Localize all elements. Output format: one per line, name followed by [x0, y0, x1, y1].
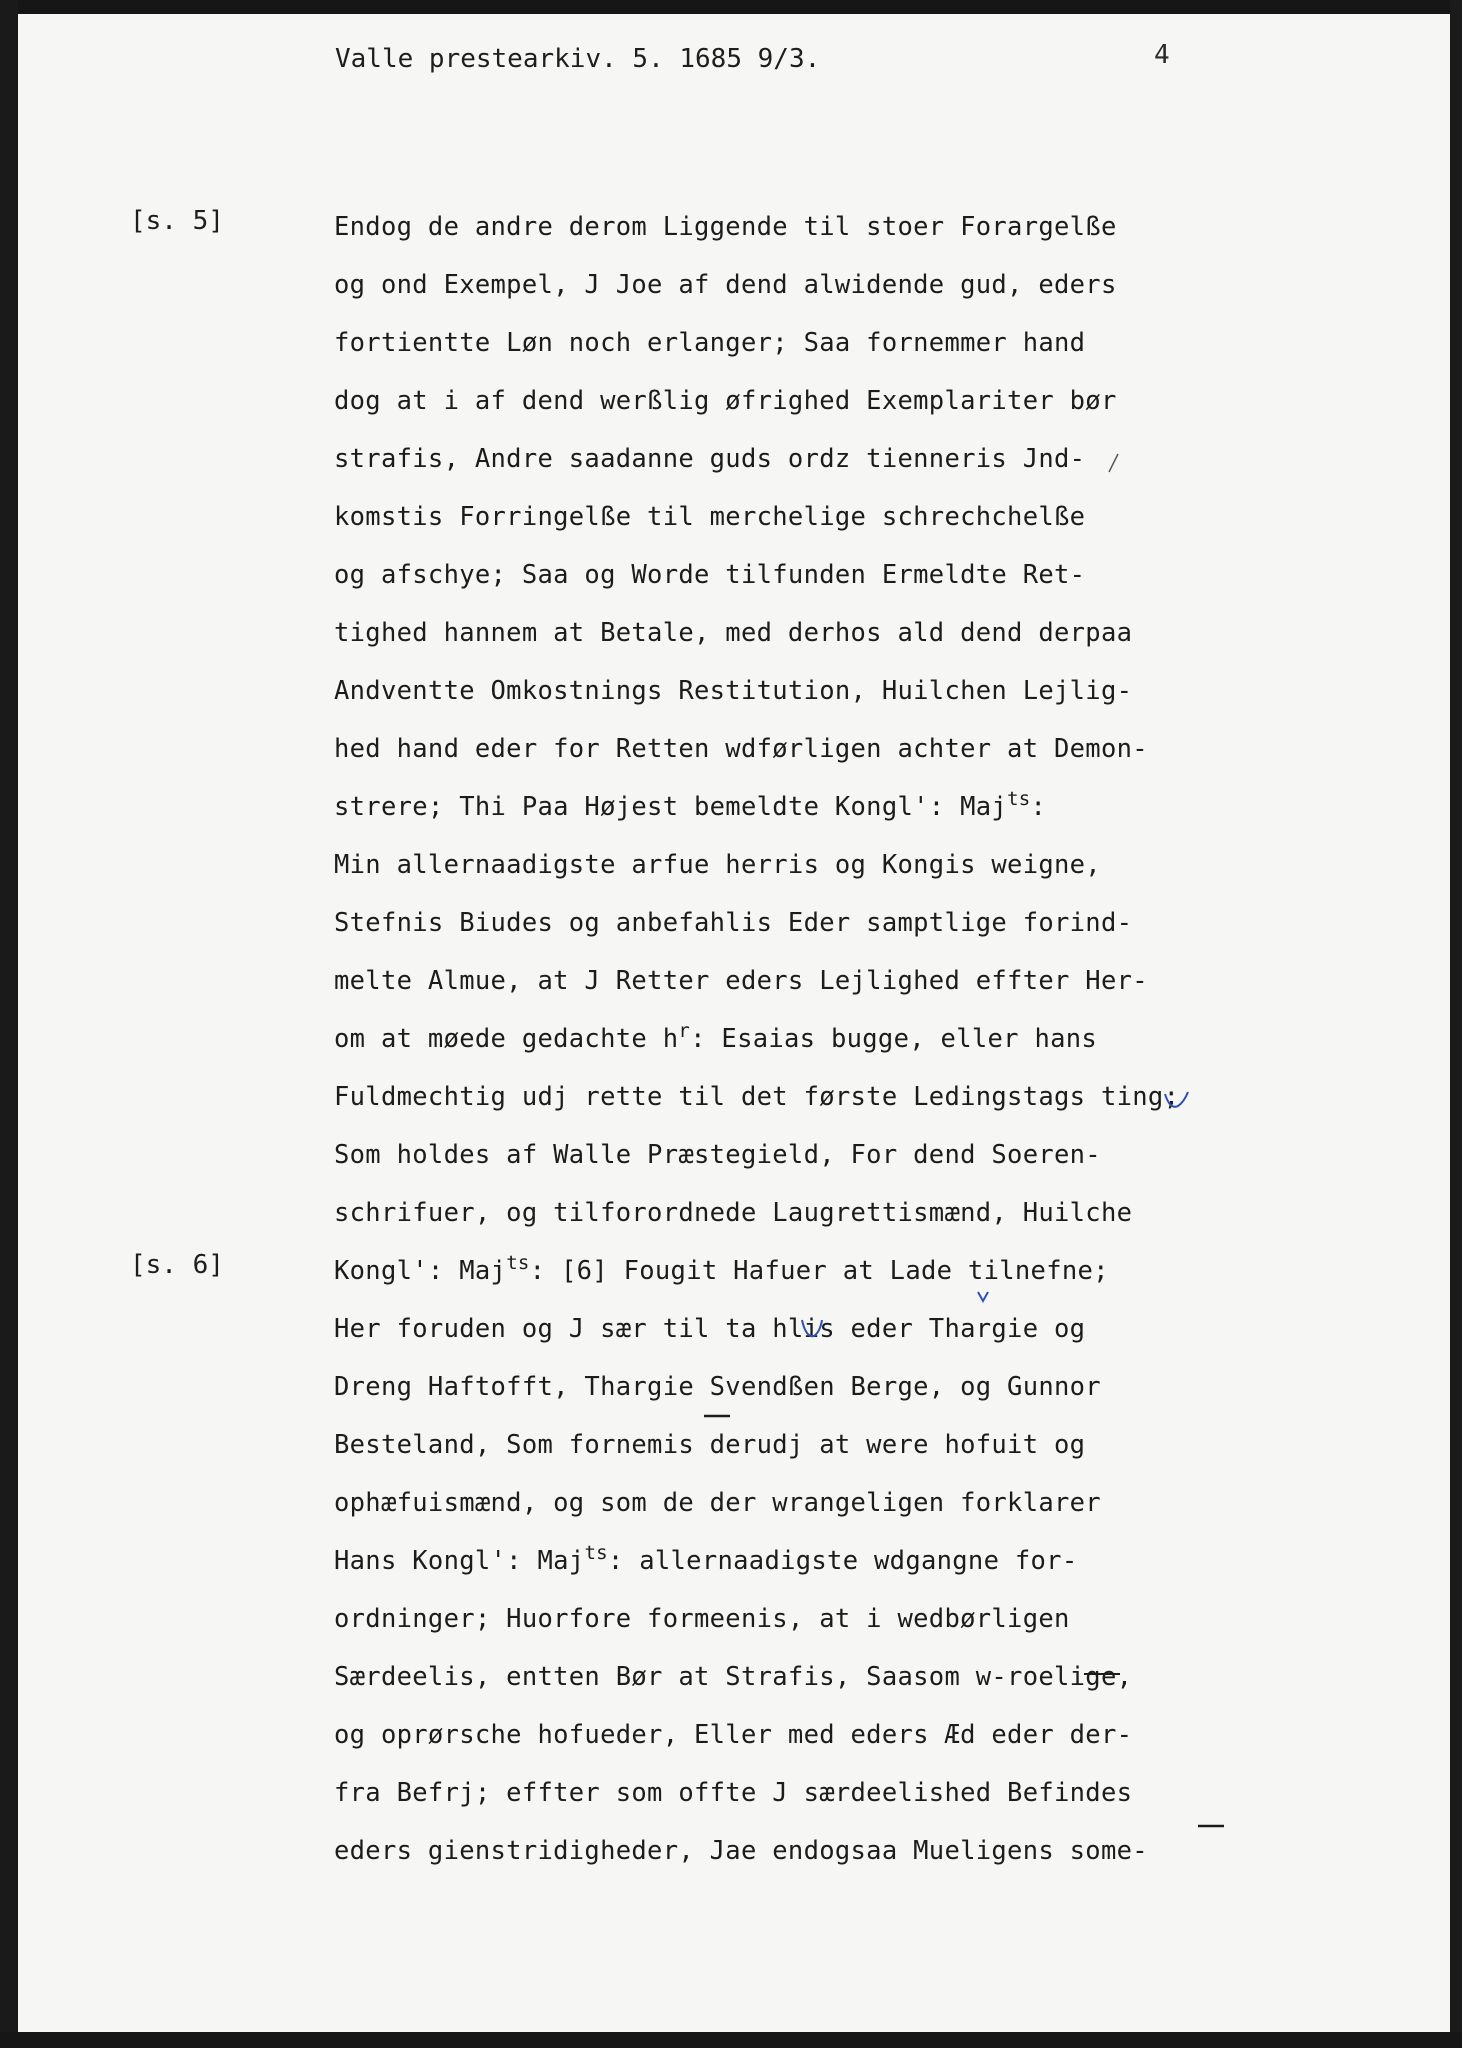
macron-mark [702, 1412, 732, 1420]
text-line [334, 1010, 1344, 1068]
text-line: hed hand eder for Retten wdførligen achter at Demon- [334, 734, 1148, 764]
text-segment: strere; Thi Paa Højest bemeldte Kongl': Maj [334, 792, 1008, 822]
text-line: tighed hannem at Betale, med derhos ald dend derpaa [334, 618, 1133, 648]
transcription-body [334, 198, 1344, 1880]
pen-correction-mark [1106, 452, 1120, 474]
text-segment: : Esaias bugge, eller hans [690, 1024, 1098, 1054]
text-line: Endog de andre derom Liggende til stoer Forargelße [334, 212, 1117, 242]
pen-correction-mark [1162, 1090, 1192, 1112]
text-line: Som holdes af Walle Præstegield, For dend Soeren- [334, 1140, 1101, 1170]
page-number: 4 [1154, 40, 1170, 70]
text-line: Fuldmechtig udj rette til det første Ledingstags ting; [334, 1082, 1180, 1112]
text-line [334, 1242, 1344, 1300]
scan-border-bottom [0, 2032, 1462, 2048]
text-line: ordninger; Huorfore formeenis, at i wedbørligen [334, 1604, 1070, 1634]
scan-border-right [1450, 0, 1462, 2048]
text-line: og afschye; Saa og Worde tilfunden Ermeldte Ret- [334, 560, 1086, 590]
scan-border-left [0, 0, 18, 2048]
text-line: melte Almue, at J Retter eders Lejlighed effter Her- [334, 966, 1148, 996]
text-line: og oprørsche hofueder, Eller med eders Æd eder der- [334, 1720, 1133, 1750]
text-line: Her foruden og J sær til ta hlis eder Thargie og [334, 1314, 1086, 1344]
text-line: Besteland, Som fornemis derudj at were hofuit og [334, 1430, 1086, 1460]
strike-mark [1082, 1670, 1122, 1678]
margin-note-s6: [s. 6] [130, 1250, 224, 1280]
text-segment: Hans Kongl': Maj [334, 1546, 585, 1576]
text-line: Særdeelis, entten Bør at Strafis, Saasom w-roelige, [334, 1662, 1133, 1692]
superscript-abbreviation: r [678, 1020, 691, 1042]
text-line: eders gienstridigheder, Jae endogsaa Mueligens some- [334, 1836, 1148, 1866]
text-line: komstis Forringelße til merchelige schrechchelße [334, 502, 1086, 532]
margin-note-s5: [s. 5] [130, 206, 224, 236]
text-segment: Kongl': Maj [334, 1256, 507, 1286]
text-line: fra Befrj; effter som offte J særdeelished Befindes [334, 1778, 1133, 1808]
superscript-abbreviation: ts [1007, 788, 1031, 810]
text-segment: : [1030, 792, 1047, 822]
text-line: og ond Exempel, J Joe af dend alwidende gud, eders [334, 270, 1117, 300]
macron-mark [1196, 1822, 1226, 1830]
text-segment: om at møede gedachte h [334, 1024, 679, 1054]
scan-border-top [0, 0, 1462, 14]
page-header: Valle prestearkiv. 5. 1685 9/3. [335, 44, 821, 74]
pen-correction-mark [976, 1290, 990, 1304]
text-line: ophæfuismænd, og som de der wrangeligen forklarer [334, 1488, 1101, 1518]
text-line [334, 778, 1344, 836]
superscript-abbreviation: ts [584, 1542, 608, 1564]
text-line [334, 1532, 1344, 1590]
superscript-abbreviation: ts [506, 1252, 530, 1274]
text-line: schrifuer, og tilforordnede Laugrettismænd, Huilche [334, 1198, 1133, 1228]
text-line: Andventte Omkostnings Restitution, Huilchen Lejlig- [334, 676, 1133, 706]
text-line: Stefnis Biudes og anbefahlis Eder samptlige forind- [334, 908, 1133, 938]
text-line: Min allernaadigste arfue herris og Kongis weigne, [334, 850, 1101, 880]
text-line: dog at i af dend werßlig øfrighed Exemplariter bør [334, 386, 1117, 416]
text-segment: : allernaadigste wdgangne for- [607, 1546, 1078, 1576]
text-line: fortientte Løn noch erlanger; Saa fornemmer hand [334, 328, 1086, 358]
text-line: Dreng Haftofft, Thargie Svendßen Berge, og Gunnor [334, 1372, 1101, 1402]
text-line: strafis, Andre saadanne guds ordz tienneris Jnd- [334, 444, 1086, 474]
text-segment: : [6] Fougit Hafuer at Lade tilnefne; [529, 1256, 1109, 1286]
pen-correction-mark [798, 1316, 828, 1342]
